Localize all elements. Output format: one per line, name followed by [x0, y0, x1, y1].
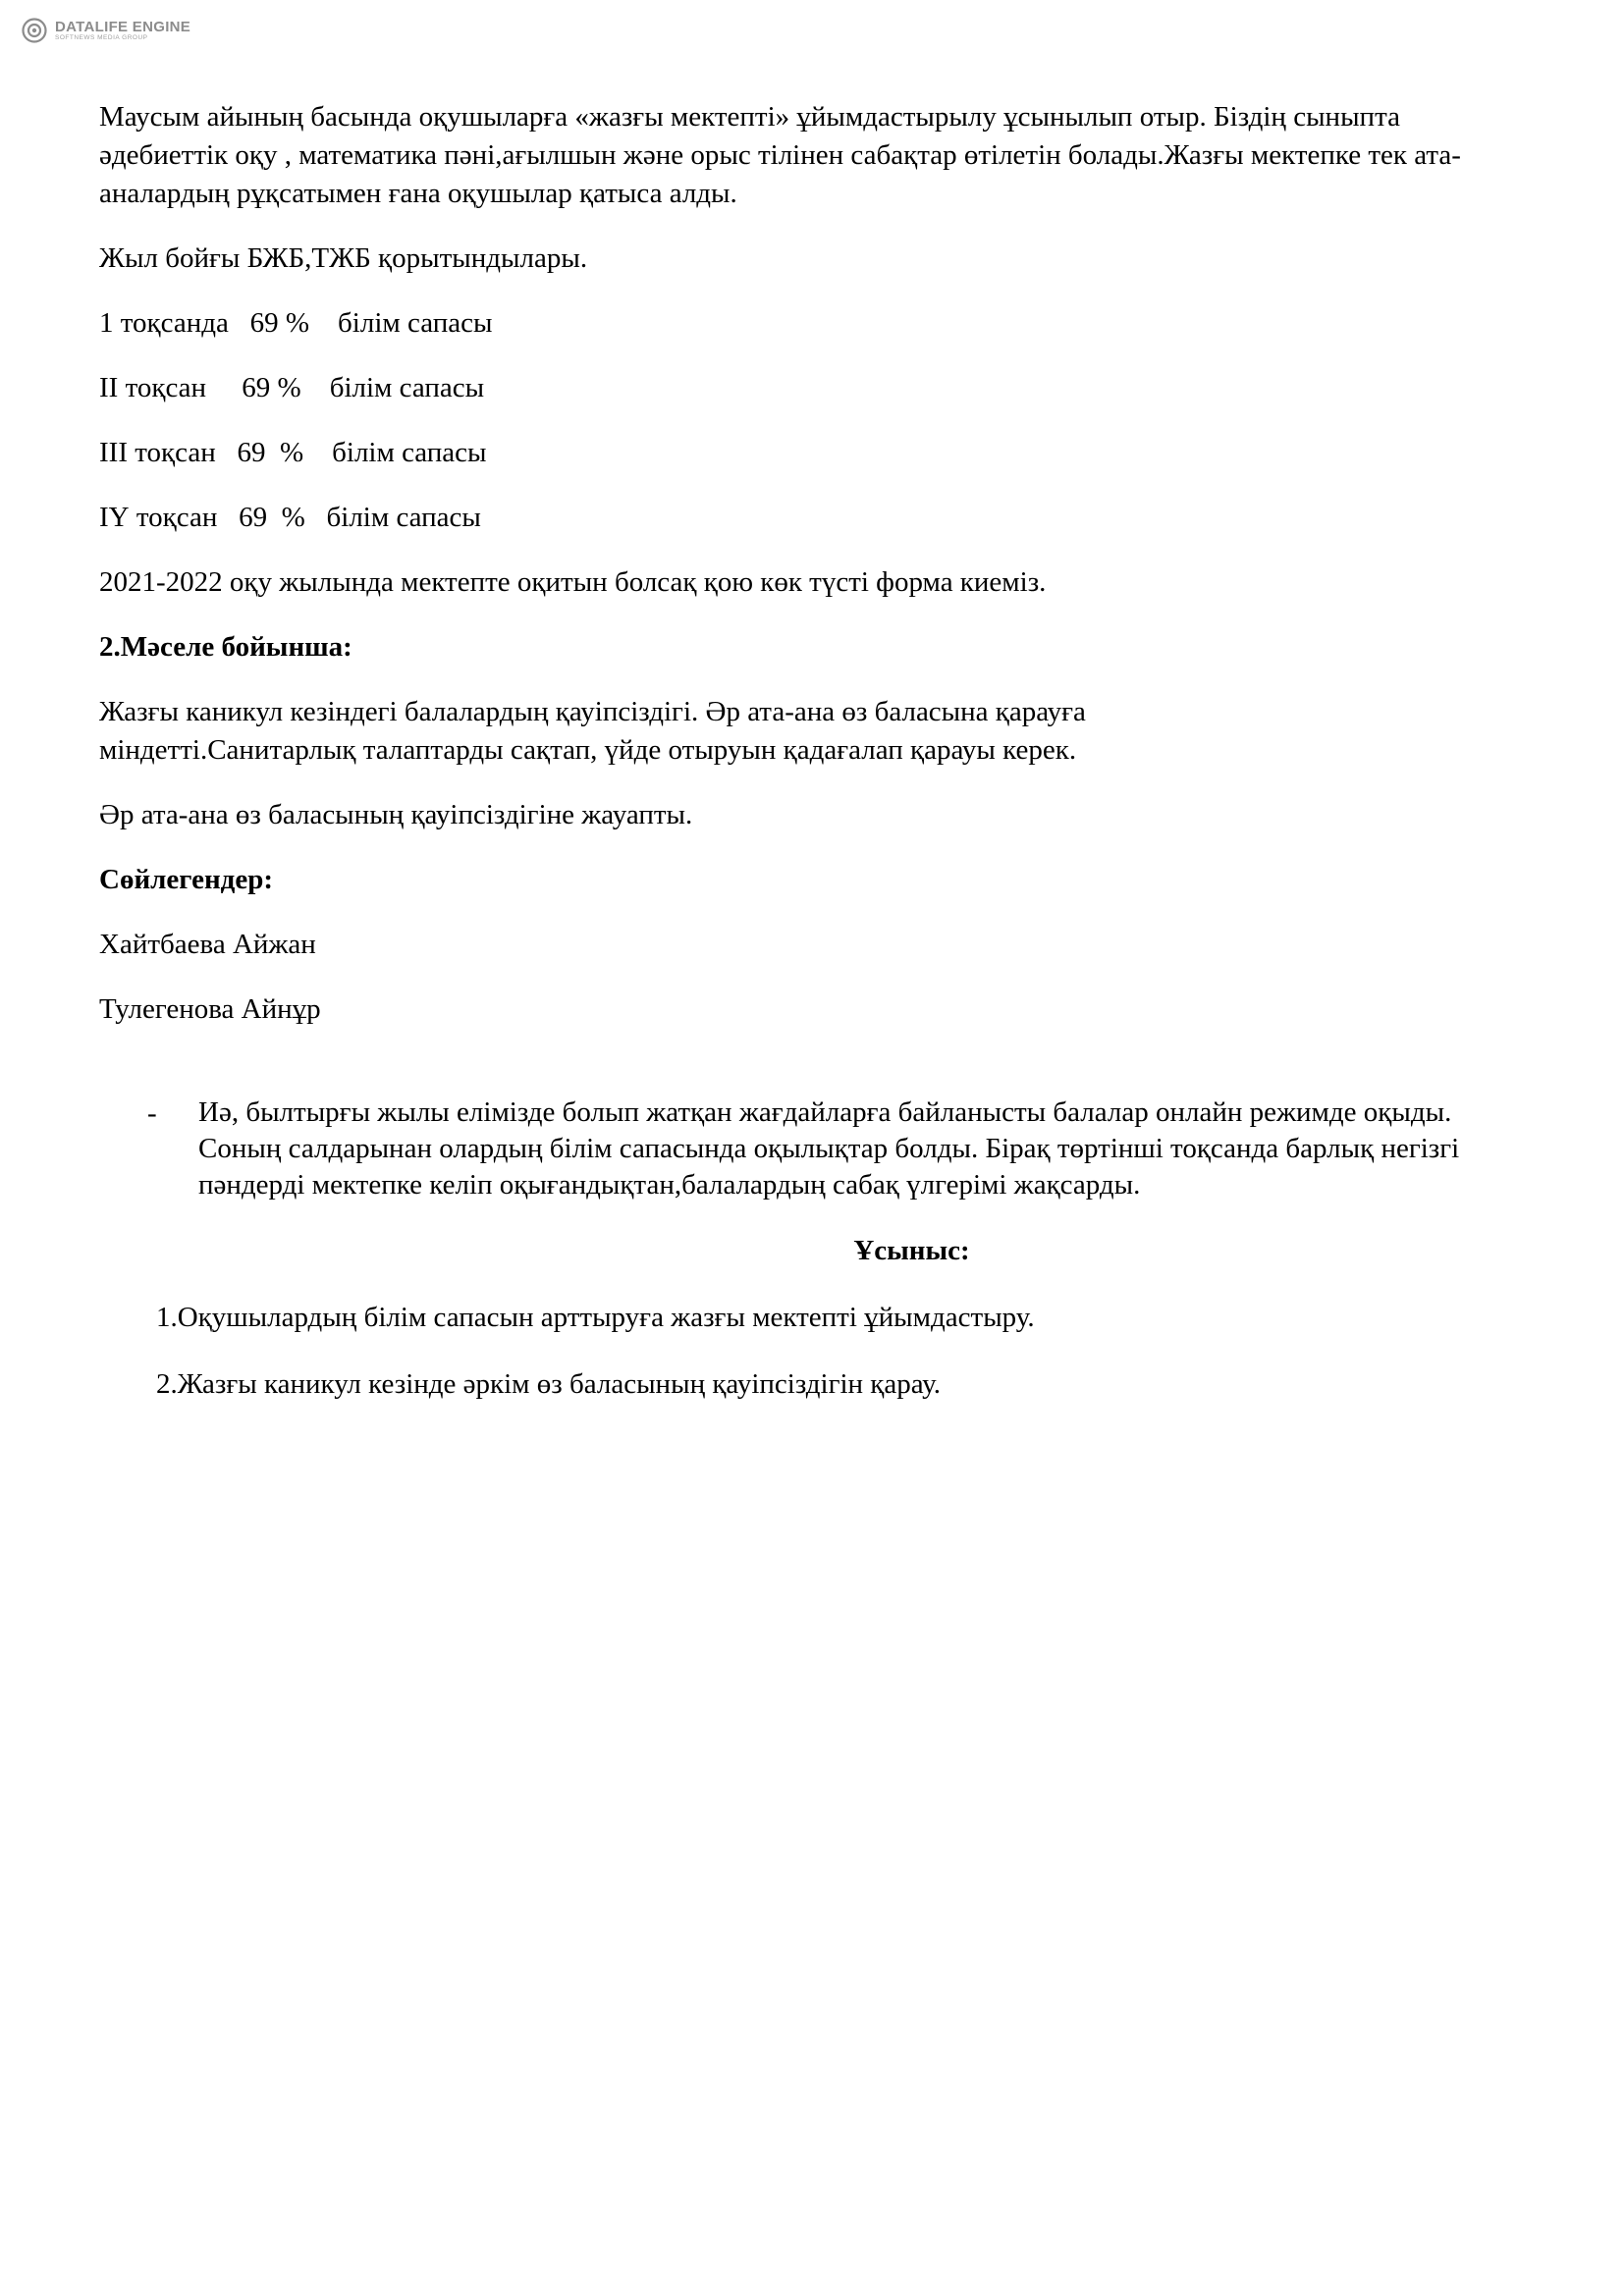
eye-logo-icon: [22, 18, 47, 43]
quarter-result-3: ІІІ тоқсан 69 % білім сапасы: [99, 437, 487, 468]
dash-list-item: [99, 1095, 1503, 1203]
speaker-name: Хайтбаева Айжан: [99, 929, 316, 960]
results-title: Жыл бойғы БЖБ,ТЖБ қорытындылары.: [99, 242, 588, 274]
speakers-list: [99, 926, 1503, 1029]
intro-paragraph: Маусым айының басында оқушыларға «жазғы мектепті» ұйымдастырылу ұсынылып отыр. Біздің сыныпта әдебиеттік оқу , математика пәні,ағылшын және орыс тілінен сабақтар өтілетін болады.Жазғы мектепке тек ата-аналардың рұқсатымен ғана оқушылар қатыса алды.: [99, 101, 1461, 209]
quarter-result-2: ІІ тоқсан 69 % білім сапасы: [99, 372, 485, 403]
watermark-title: DATALIFE ENGINE: [55, 18, 191, 35]
responsibility-paragraph: Әр ата-ана өз баласының қауіпсіздігіне жауапты.: [99, 799, 693, 830]
dash-marker: -: [147, 1097, 157, 1129]
spacer: [99, 1055, 1503, 1095]
safety-paragraph: Жазғы каникул кезіндегі балалардың қауіпсіздігі. Әр ата-ана өз баласына қарауға міндетті.Санитарлық талаптарды сақтап, үйде отыруын қадағалап қарауы керек.: [99, 696, 1086, 766]
proposal-heading: Ұсыныс:: [853, 1235, 970, 1266]
proposal-list: [99, 1299, 1503, 1404]
speaker-name: Тулегенова Айнұр: [99, 993, 321, 1025]
watermark-subtitle: SOFTNEWS MEDIA GROUP: [55, 33, 148, 41]
issue-heading: 2.Мәселе бойынша:: [99, 631, 352, 663]
watermark-logo: [22, 18, 190, 43]
quarter-results-list: [99, 304, 1503, 537]
proposal-item-2: 2.Жазғы каникул кезінде әркім өз баласының қауіпсіздігін қарау.: [156, 1368, 942, 1400]
document-body: [99, 98, 1503, 1432]
quarter-result-4: ІҮ тоқсан 69 % білім сапасы: [99, 502, 481, 533]
uniform-note: 2021-2022 оқу жылында мектепте оқитын болсақ қою көк түсті форма киеміз.: [99, 566, 1047, 598]
dash-item-text: Иә, былтырғы жылы елімізде болып жатқан жағдайларға байланысты балалар онлайн режимде оқыды. Соның салдарынан олардың білім сапасында оқылықтар болды. Бірақ төртінші тоқсанда барлық негізгі пәндерді мектепке келіп оқығандықтан,балалардың сабақ үлгерімі жақсарды.: [198, 1096, 1460, 1201]
speakers-heading: Сөйлегендер:: [99, 864, 273, 895]
proposal-item-1: 1.Оқушылардың білім сапасын арттыруға жазғы мектепті ұйымдастыру.: [156, 1302, 1035, 1333]
quarter-result-1: 1 тоқсанда 69 % білім сапасы: [99, 307, 493, 339]
